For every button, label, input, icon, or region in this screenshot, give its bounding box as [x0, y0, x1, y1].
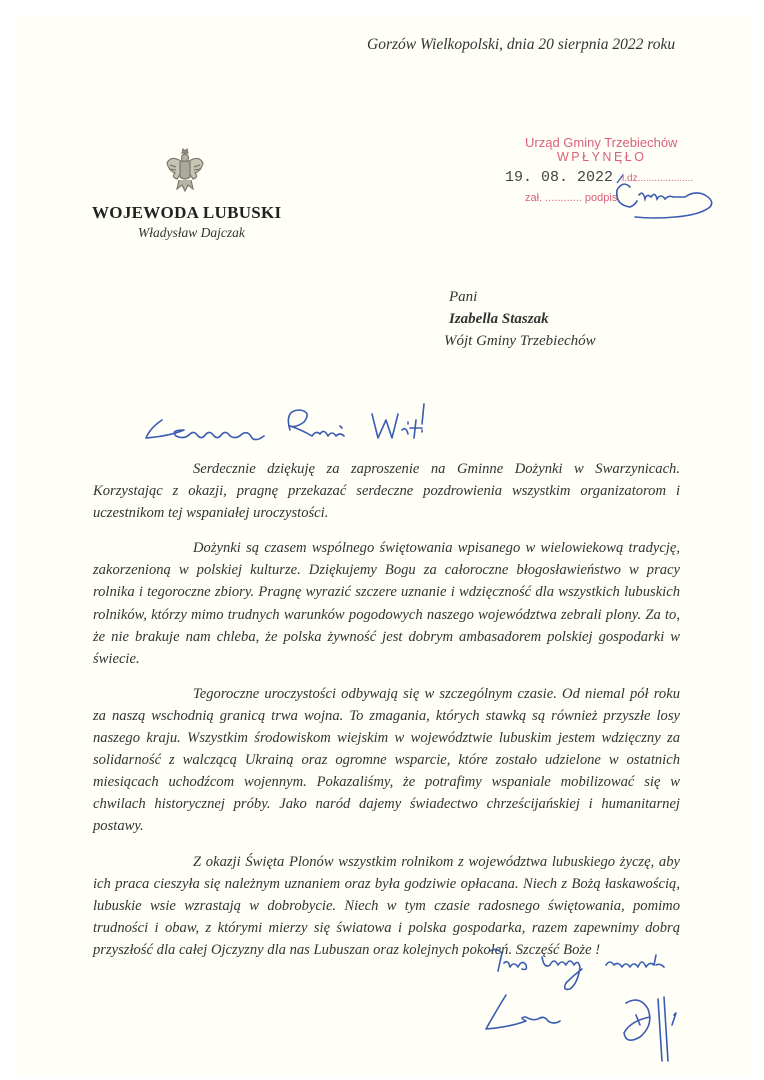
- stamp-ref-dots: ...................: [640, 173, 694, 184]
- body-paragraph: Tegoroczne uroczystości odbywają się w szczególnym czasie. Od niemal pół roku za naszą wschodnią granicą trwa wojna. To zmagania, których stawką są również przyszłe losy naszego kraju. Wszystkim środowiskom wiejskim w województwie lubuskim jestem wdzięczny za solidarność z walczącą Ukrainą oraz ogromne wsparcie, które zostało udzielone w ostatnich miesiącach uchodźcom wojennym. Pokazaliśmy, że potrafimy wspaniale mobilizować się w chwilach historycznej próby. Jako naród dajemy świadectwo chrześcijańskiej i humanitarnej postawy.: [93, 685, 680, 835]
- stamp-signature-scribble: [505, 135, 730, 225]
- body-paragraph: Serdecznie dziękuję za zaproszenie na Gminne Dożynki w Swarzynicach. Korzystając z okazji, pragnę przekazać serdeczne pozdrowienia wszystkim organizatorom i uczestnikom tej wspaniałej uroczystości.: [93, 461, 680, 522]
- official-name: Władysław Dajczak: [138, 225, 245, 240]
- stamp-received-date: 19. 08. 2022: [505, 169, 614, 186]
- recipient-salutation: Pani: [449, 289, 478, 305]
- letter-body: [93, 458, 680, 974]
- receipt-stamp: [505, 135, 730, 225]
- recipient-name: Izabella Staszak: [449, 311, 549, 327]
- recipient-block: [444, 286, 596, 352]
- stamp-office-name: Urząd Gminy Trzebiechów: [525, 135, 678, 150]
- stamp-attachments-row: zał. ............ podpis: [525, 192, 618, 204]
- stamp-received-label: WPŁYNĘŁO: [557, 150, 647, 164]
- body-paragraph: Z okazji Święta Plonów wszystkim rolnikom z województwa lubuskiego życzę, aby ich praca cieszyła się należnym uznaniem oraz była godziwie opłacana. Niech z Bożą łaskawością, lubuskie wsie wzrastają w dobrobycie. Niech w tym czasie radosnego świętowania, pomimo trudności i obaw, z którymi mierzy się światowa i polska gospodarka, razem zapewnimy dobrą przyszłość dla całej Ojczyzny dla nas Lubuszan oraz kolejnych pokoleń. Szczęść Boże !: [93, 853, 680, 958]
- handwritten-closing-signature: [470, 935, 740, 1065]
- place-date: Gorzów Wielkopolski, dnia 20 sierpnia 2022 roku: [367, 36, 676, 53]
- recipient-role: Wójt Gminy Trzebiechów: [444, 333, 596, 349]
- office-title: WOJEWODA LUBUSKI: [92, 203, 282, 222]
- handwritten-salutation: [140, 400, 430, 460]
- body-paragraph: Dożynki są czasem wspólnego świętowania wpisanego w wielowiekową tradycję, zakorzenioną w polskiej kulturze. Dziękujemy Bogu za całoroczne błogosławieństwo w pracy rolnika i tegoroczne zbiory. Pragnę wyrazić szczere uznanie i wdzięczność dla wszystkich lubuskich rolników, którzy mimo trudnych warunków pogodowych naszego województwa zebrali plony. Za to, że nie brakuje nam chleba, że polska żywność jest dobrym ambasadorem polskiej gospodarki w świecie.: [93, 540, 680, 667]
- stamp-ref-label: l.dz.: [622, 173, 641, 184]
- polish-eagle-emblem-icon: [165, 147, 205, 195]
